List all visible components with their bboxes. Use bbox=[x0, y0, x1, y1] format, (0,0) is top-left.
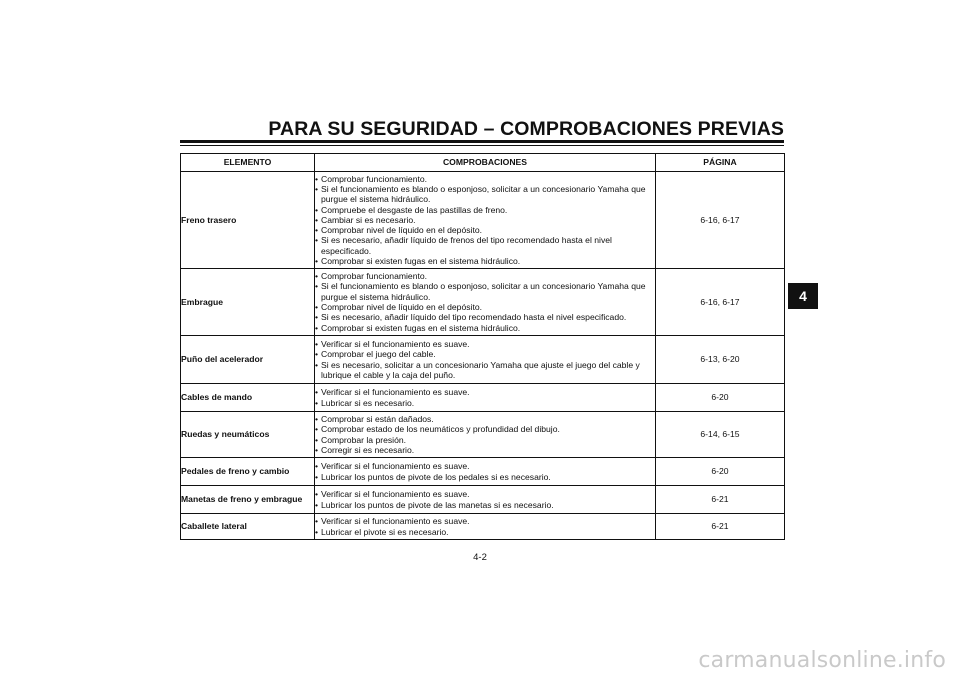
element-cell: Caballete lateral bbox=[181, 514, 315, 540]
page-reference-cell: 6-16, 6-17 bbox=[656, 172, 785, 269]
checks-list bbox=[315, 516, 655, 537]
element-cell: Cables de mando bbox=[181, 384, 315, 412]
table-row bbox=[181, 336, 785, 384]
table-row bbox=[181, 412, 785, 458]
check-item: • Comprobar la presión. bbox=[315, 435, 655, 445]
page-title: PARA SU SEGURIDAD – COMPROBACIONES PREVIAS bbox=[268, 118, 784, 140]
check-item: • Verificar si el funcionamiento es suave. bbox=[315, 461, 655, 471]
check-item: • Si es necesario, solicitar a un concesionario Yamaha que ajuste el juego del cable y lubrique el cable y la caja del puño. bbox=[315, 360, 655, 381]
title-rule-thin bbox=[180, 145, 784, 146]
column-header-element: ELEMENTO bbox=[181, 154, 315, 172]
element-cell: Manetas de freno y embrague bbox=[181, 486, 315, 514]
check-item: • Verificar si el funcionamiento es suave. bbox=[315, 387, 655, 397]
check-item: • Comprobar si existen fugas en el sistema hidráulico. bbox=[315, 323, 655, 333]
checks-list bbox=[315, 271, 655, 333]
page-reference-cell: 6-13, 6-20 bbox=[656, 336, 785, 384]
title-rule-thick bbox=[180, 140, 784, 143]
page-reference-cell: 6-21 bbox=[656, 514, 785, 540]
check-item: • Comprobar nivel de líquido en el depósito. bbox=[315, 225, 655, 235]
checks-list bbox=[315, 174, 655, 267]
checks-list bbox=[315, 461, 655, 482]
check-item: • Comprobar funcionamiento. bbox=[315, 174, 655, 184]
check-item: • Si el funcionamiento es blando o esponjoso, solicitar a un concesionario Yamaha que purgue el sistema hidráulico. bbox=[315, 281, 655, 302]
page-reference-cell: 6-14, 6-15 bbox=[656, 412, 785, 458]
table-row bbox=[181, 486, 785, 514]
checks-list bbox=[315, 387, 655, 408]
checks-cell bbox=[315, 514, 656, 540]
checks-list bbox=[315, 489, 655, 510]
column-header-page: PÁGINA bbox=[656, 154, 785, 172]
checks-list bbox=[315, 414, 655, 455]
checks-cell bbox=[315, 269, 656, 336]
table-body bbox=[181, 172, 785, 540]
check-item: • Si el funcionamiento es blando o esponjoso, solicitar a un concesionario Yamaha que purgue el sistema hidráulico. bbox=[315, 184, 655, 205]
check-item: • Comprobar nivel de líquido en el depósito. bbox=[315, 302, 655, 312]
check-item: • Comprobar el juego del cable. bbox=[315, 349, 655, 359]
table-header-row bbox=[181, 154, 785, 172]
page-reference-cell: 6-20 bbox=[656, 458, 785, 486]
table-row bbox=[181, 269, 785, 336]
table-row bbox=[181, 384, 785, 412]
check-item: • Verificar si el funcionamiento es suave. bbox=[315, 489, 655, 499]
check-item: • Compruebe el desgaste de las pastillas de freno. bbox=[315, 205, 655, 215]
checks-cell bbox=[315, 336, 656, 384]
check-item: • Si es necesario, añadir líquido del tipo recomendado hasta el nivel especificado. bbox=[315, 312, 655, 322]
page-number: 4-2 bbox=[473, 552, 487, 563]
checks-cell bbox=[315, 458, 656, 486]
watermark: carmanualsonline.info bbox=[698, 648, 946, 673]
check-item: • Lubricar si es necesario. bbox=[315, 398, 655, 408]
check-item: • Si es necesario, añadir líquido de frenos del tipo recomendado hasta el nivel especificado. bbox=[315, 235, 655, 256]
table-row bbox=[181, 458, 785, 486]
check-item: • Lubricar los puntos de pivote de los pedales si es necesario. bbox=[315, 472, 655, 482]
check-item: • Verificar si el funcionamiento es suave. bbox=[315, 339, 655, 349]
pre-operation-checks-table bbox=[180, 153, 785, 540]
checks-cell bbox=[315, 172, 656, 269]
check-item: • Comprobar funcionamiento. bbox=[315, 271, 655, 281]
table-row bbox=[181, 514, 785, 540]
check-item: • Cambiar si es necesario. bbox=[315, 215, 655, 225]
element-cell: Pedales de freno y cambio bbox=[181, 458, 315, 486]
check-item: • Verificar si el funcionamiento es suave. bbox=[315, 516, 655, 526]
check-item: • Lubricar el pivote si es necesario. bbox=[315, 527, 655, 537]
check-item: • Comprobar si existen fugas en el sistema hidráulico. bbox=[315, 256, 655, 266]
check-item: • Comprobar si están dañados. bbox=[315, 414, 655, 424]
element-cell: Freno trasero bbox=[181, 172, 315, 269]
element-cell: Puño del acelerador bbox=[181, 336, 315, 384]
checks-list bbox=[315, 339, 655, 380]
check-item: • Corregir si es necesario. bbox=[315, 445, 655, 455]
check-item: • Comprobar estado de los neumáticos y profundidad del dibujo. bbox=[315, 424, 655, 434]
checks-cell bbox=[315, 486, 656, 514]
section-tab: 4 bbox=[788, 283, 818, 309]
page-reference-cell: 6-20 bbox=[656, 384, 785, 412]
page-reference-cell: 6-16, 6-17 bbox=[656, 269, 785, 336]
element-cell: Ruedas y neumáticos bbox=[181, 412, 315, 458]
table-row bbox=[181, 172, 785, 269]
element-cell: Embrague bbox=[181, 269, 315, 336]
page-reference-cell: 6-21 bbox=[656, 486, 785, 514]
check-item: • Lubricar los puntos de pivote de las manetas si es necesario. bbox=[315, 500, 655, 510]
checks-cell bbox=[315, 412, 656, 458]
checks-cell bbox=[315, 384, 656, 412]
column-header-checks: COMPROBACIONES bbox=[315, 154, 656, 172]
